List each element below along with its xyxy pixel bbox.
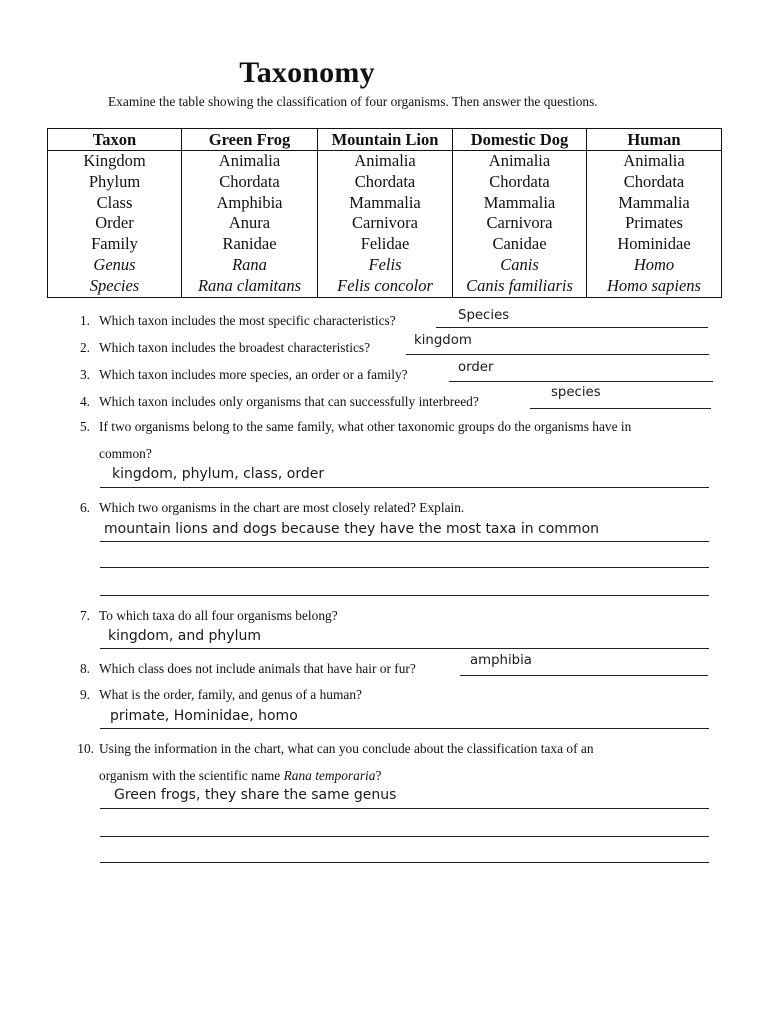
answer-line[interactable] xyxy=(100,862,709,863)
table-cell: Canis xyxy=(453,255,587,276)
scientific-name: Rana temporaria xyxy=(283,768,376,783)
table-header-row xyxy=(48,129,722,151)
table-row xyxy=(48,151,722,172)
answer-line[interactable] xyxy=(100,595,709,596)
question-text: To which taxa do all four organisms belong? xyxy=(99,608,338,623)
page-title: Taxonomy xyxy=(239,56,375,89)
question-text: Which two organisms in the chart are most closely related? Explain. xyxy=(99,500,465,515)
answer-text: kingdom xyxy=(414,333,472,348)
table-cell: Felis xyxy=(318,255,453,276)
question-text: Which taxon includes the broadest characteristics? xyxy=(99,340,371,355)
table-cell: Primates xyxy=(587,213,722,234)
question-text: Which taxon includes more species, an order or a family? xyxy=(99,367,408,382)
answer-line[interactable] xyxy=(460,675,708,676)
answer-line[interactable] xyxy=(406,354,709,355)
answer-text: kingdom, and phylum xyxy=(108,628,261,644)
answer-line[interactable] xyxy=(530,408,711,409)
question-number: 9. xyxy=(79,687,90,702)
table-cell: Mammalia xyxy=(587,193,722,214)
table-cell: Order xyxy=(48,213,182,234)
table-cell: Chordata xyxy=(182,172,318,193)
table-cell: Animalia xyxy=(182,151,318,172)
answer-text: order xyxy=(458,360,494,375)
table-row xyxy=(48,234,722,255)
column-header: Green Frog xyxy=(182,129,318,151)
answer-text: Green frogs, they share the same genus xyxy=(114,787,397,803)
answer-line[interactable] xyxy=(100,487,709,488)
question-text: Which taxon includes the most specific characteristics? xyxy=(99,313,396,328)
table-row xyxy=(48,193,722,214)
column-header: Human xyxy=(587,129,722,151)
question-number: 6. xyxy=(79,500,90,515)
table-row xyxy=(48,213,722,234)
answer-line[interactable] xyxy=(100,648,709,649)
answer-line[interactable] xyxy=(449,381,713,382)
question-text: If two organisms belong to the same family, what other taxonomic groups do the organisms have in xyxy=(99,419,632,434)
table-cell: Class xyxy=(48,193,182,214)
question-number: 4. xyxy=(79,394,90,409)
table-cell: Felis concolor xyxy=(318,276,453,297)
question-number: 2. xyxy=(79,340,90,355)
question-text-continued: organism with the scientific name Rana temporaria? xyxy=(99,768,382,783)
answer-line[interactable] xyxy=(100,728,709,729)
instructions: Examine the table showing the classification of four organisms. Then answer the questions. xyxy=(108,94,598,109)
table-cell: Homo xyxy=(587,255,722,276)
table-cell: Anura xyxy=(182,213,318,234)
question-text: Which class does not include animals that have hair or fur? xyxy=(99,661,416,676)
table-cell: Kingdom xyxy=(48,151,182,172)
table-cell: Animalia xyxy=(587,151,722,172)
answer-line[interactable] xyxy=(100,567,709,568)
table-cell: Canidae xyxy=(453,234,587,255)
answer-text: kingdom, phylum, class, order xyxy=(112,466,325,482)
question-number: 7. xyxy=(79,608,90,623)
answer-text: species xyxy=(551,385,601,400)
question-number: 10. xyxy=(77,741,94,756)
question-text: What is the order, family, and genus of a human? xyxy=(99,687,362,702)
table-cell: Animalia xyxy=(318,151,453,172)
answer-line[interactable] xyxy=(100,836,709,837)
table-row xyxy=(48,276,722,297)
table-cell: Mammalia xyxy=(318,193,453,214)
question-number: 3. xyxy=(79,367,90,382)
question-text: Which taxon includes only organisms that can successfully interbreed? xyxy=(99,394,479,409)
answer-text: amphibia xyxy=(470,653,532,668)
table-cell: Canis familiaris xyxy=(453,276,587,297)
question-number: 5. xyxy=(79,419,90,434)
question-text: Using the information in the chart, what can you conclude about the classification taxa of an xyxy=(99,741,594,756)
answer-text: Species xyxy=(458,308,510,323)
table-cell: Chordata xyxy=(453,172,587,193)
table-cell: Species xyxy=(48,276,182,297)
answer-line[interactable] xyxy=(436,327,708,328)
table-cell: Phylum xyxy=(48,172,182,193)
answer-text: primate, Hominidae, homo xyxy=(110,708,298,724)
table-cell: Animalia xyxy=(453,151,587,172)
column-header: Taxon xyxy=(48,129,182,151)
question-number: 8. xyxy=(79,661,90,676)
column-header: Domestic Dog xyxy=(453,129,587,151)
table-cell: Family xyxy=(48,234,182,255)
table-cell: Carnivora xyxy=(318,213,453,234)
table-cell: Felidae xyxy=(318,234,453,255)
table-cell: Mammalia xyxy=(453,193,587,214)
column-header: Mountain Lion xyxy=(318,129,453,151)
table-cell: Chordata xyxy=(587,172,722,193)
taxonomy-table xyxy=(47,128,722,298)
table-cell: Rana xyxy=(182,255,318,276)
table-cell: Homo sapiens xyxy=(587,276,722,297)
answer-line[interactable] xyxy=(100,541,709,542)
table-cell: Chordata xyxy=(318,172,453,193)
question-text-continued: common? xyxy=(99,446,152,461)
table-row xyxy=(48,255,722,276)
table-cell: Carnivora xyxy=(453,213,587,234)
table-cell: Ranidae xyxy=(182,234,318,255)
answer-text: mountain lions and dogs because they have the most taxa in common xyxy=(104,521,600,537)
table-cell: Hominidae xyxy=(587,234,722,255)
table-cell: Genus xyxy=(48,255,182,276)
answer-line[interactable] xyxy=(100,808,709,809)
question-number: 1. xyxy=(79,313,90,328)
table-cell: Rana clamitans xyxy=(182,276,318,297)
table-row xyxy=(48,172,722,193)
table-cell: Amphibia xyxy=(182,193,318,214)
